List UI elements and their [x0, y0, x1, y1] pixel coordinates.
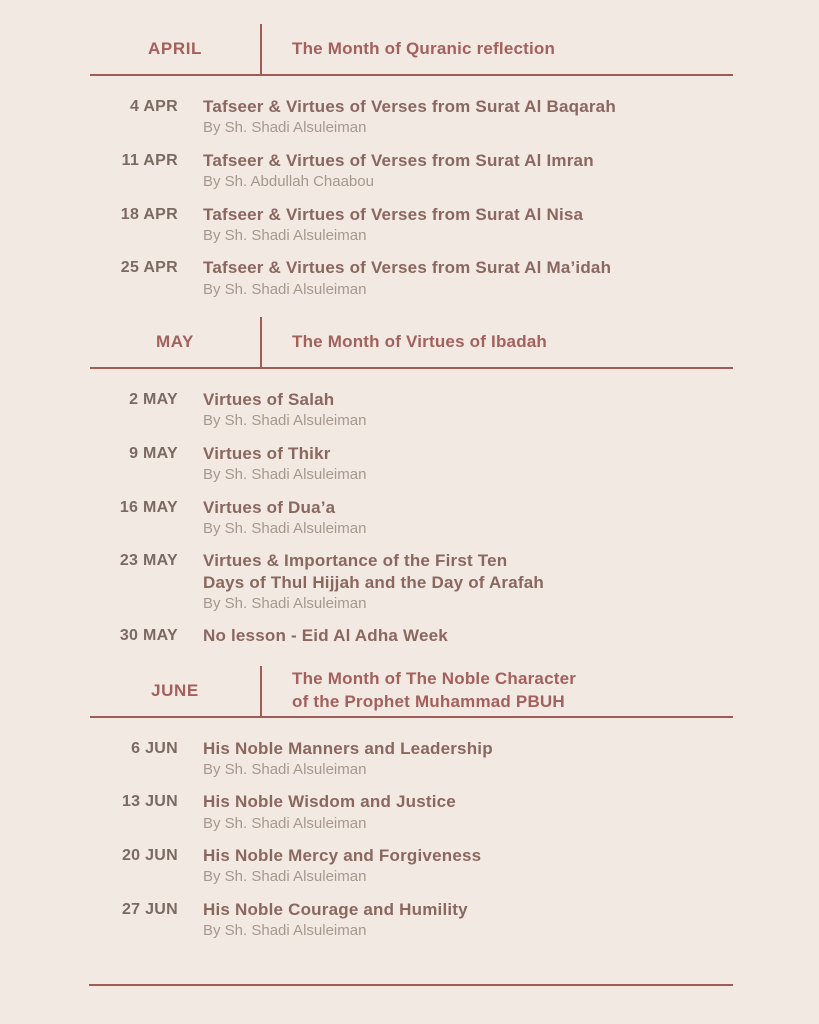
month-theme-line1: The Month of Virtues of Ibadah	[292, 331, 548, 351]
lessons-list	[90, 369, 733, 666]
lesson-date: 2 MAY	[129, 391, 178, 408]
lesson-title: His Noble Wisdom and Justice	[203, 792, 456, 812]
lesson-title: Virtues of Thikr	[203, 443, 331, 463]
lesson-body	[203, 625, 448, 647]
lesson-date: 30 MAY	[119, 627, 178, 645]
lesson-title: No lesson - Eid Al Adha Week	[203, 626, 448, 646]
lesson-row	[90, 625, 733, 647]
lesson-row	[90, 791, 733, 833]
month-theme-line2: of the Prophet Muhammad PBUH	[292, 691, 565, 711]
lesson-body	[203, 899, 468, 941]
lesson-body	[203, 497, 366, 539]
month-section	[90, 666, 733, 959]
month-theme	[262, 24, 555, 74]
lesson-body	[203, 443, 366, 485]
month-header	[90, 24, 733, 74]
lesson-body	[203, 845, 481, 887]
lesson-date: 20 JUN	[121, 847, 178, 864]
month-section	[90, 24, 733, 317]
lesson-speaker: By Sh. Shadi Alsuleiman	[203, 814, 367, 832]
lesson-body	[203, 257, 611, 299]
lesson-speaker: By Sh. Shadi Alsuleiman	[203, 226, 367, 244]
lesson-row	[90, 204, 733, 246]
lesson-title: Virtues of Salah	[203, 390, 335, 409]
lesson-title-line2: Days of Thul Hijjah and the Day of Arafah	[203, 572, 545, 592]
lesson-speaker: By Sh. Shadi Alsuleiman	[203, 119, 367, 137]
month-name: MAY	[155, 332, 195, 351]
footer-divider-line	[89, 984, 733, 986]
lesson-title: Virtues & Importance of the First Ten	[203, 551, 508, 571]
lesson-body	[203, 550, 544, 613]
lesson-speaker: By Sh. Shadi Alsuleiman	[203, 466, 367, 483]
lesson-date: 13 JUN	[121, 793, 178, 811]
lesson-title: Virtues of Dua’a	[203, 497, 336, 517]
lesson-row	[90, 150, 733, 192]
lesson-speaker: By Sh. Shadi Alsuleiman	[203, 594, 367, 612]
lesson-row	[90, 738, 733, 780]
month-name: JUNE	[151, 680, 199, 700]
lesson-date: 11 APR	[121, 151, 178, 169]
lesson-title: Tafseer & Virtues of Verses from Surat Al Imran	[203, 150, 594, 170]
lesson-date: 27 JUN	[121, 900, 178, 918]
month-name: APRIL	[148, 39, 202, 58]
month-theme	[262, 317, 547, 367]
lesson-speaker: By Sh. Shadi Alsuleiman	[203, 760, 367, 778]
lesson-body	[203, 150, 594, 192]
month-section	[90, 317, 733, 666]
month-theme-line1: The Month of Quranic reflection	[292, 38, 556, 58]
lessons-list	[90, 718, 733, 959]
lesson-speaker: By Sh. Shadi Alsuleiman	[203, 922, 367, 939]
lesson-speaker	[203, 647, 448, 648]
lesson-row	[90, 497, 733, 539]
lesson-date: 4 APR	[129, 98, 178, 115]
lesson-body	[203, 738, 493, 780]
lesson-title: His Noble Manners and Leadership	[203, 738, 493, 758]
lesson-date: 23 MAY	[119, 552, 178, 570]
lesson-title: Tafseer & Virtues of Verses from Surat Al Ma’idah	[203, 258, 612, 278]
lesson-date: 6 JUN	[131, 739, 178, 757]
lesson-body	[203, 96, 616, 138]
lesson-speaker: By Sh. Shadi Alsuleiman	[203, 280, 367, 298]
lesson-title: Tafseer & Virtues of Verses from Surat Al Nisa	[203, 204, 584, 224]
lesson-row	[90, 550, 733, 613]
lesson-speaker: By Sh. Shadi Alsuleiman	[203, 868, 367, 886]
lesson-row	[90, 845, 733, 887]
lesson-title: His Noble Mercy and Forgiveness	[203, 846, 482, 865]
lesson-speaker: By Sh. Abdullah Chaabou	[203, 173, 374, 190]
lesson-row	[90, 443, 733, 485]
month-header	[90, 666, 733, 716]
lesson-speaker: By Sh. Shadi Alsuleiman	[203, 412, 367, 430]
schedule-months	[90, 24, 733, 959]
lesson-body	[203, 204, 583, 246]
lessons-list	[90, 76, 733, 317]
lesson-title: Tafseer & Virtues of Verses from Surat Al Baqarah	[203, 97, 616, 116]
lesson-date: 25 APR	[120, 259, 178, 277]
month-theme	[262, 666, 576, 716]
lesson-body	[203, 389, 366, 431]
lesson-title: His Noble Courage and Humility	[203, 899, 468, 919]
lesson-date: 9 MAY	[129, 444, 178, 462]
lesson-date: 18 APR	[120, 205, 178, 223]
lesson-date: 16 MAY	[119, 498, 178, 516]
lesson-row	[90, 96, 733, 138]
month-theme-line1: The Month of The Noble Character	[292, 669, 577, 689]
lesson-row	[90, 389, 733, 431]
lesson-row	[90, 257, 733, 299]
lesson-body	[203, 791, 456, 833]
month-header	[90, 317, 733, 367]
lesson-row	[90, 899, 733, 941]
lesson-speaker: By Sh. Shadi Alsuleiman	[203, 519, 367, 537]
